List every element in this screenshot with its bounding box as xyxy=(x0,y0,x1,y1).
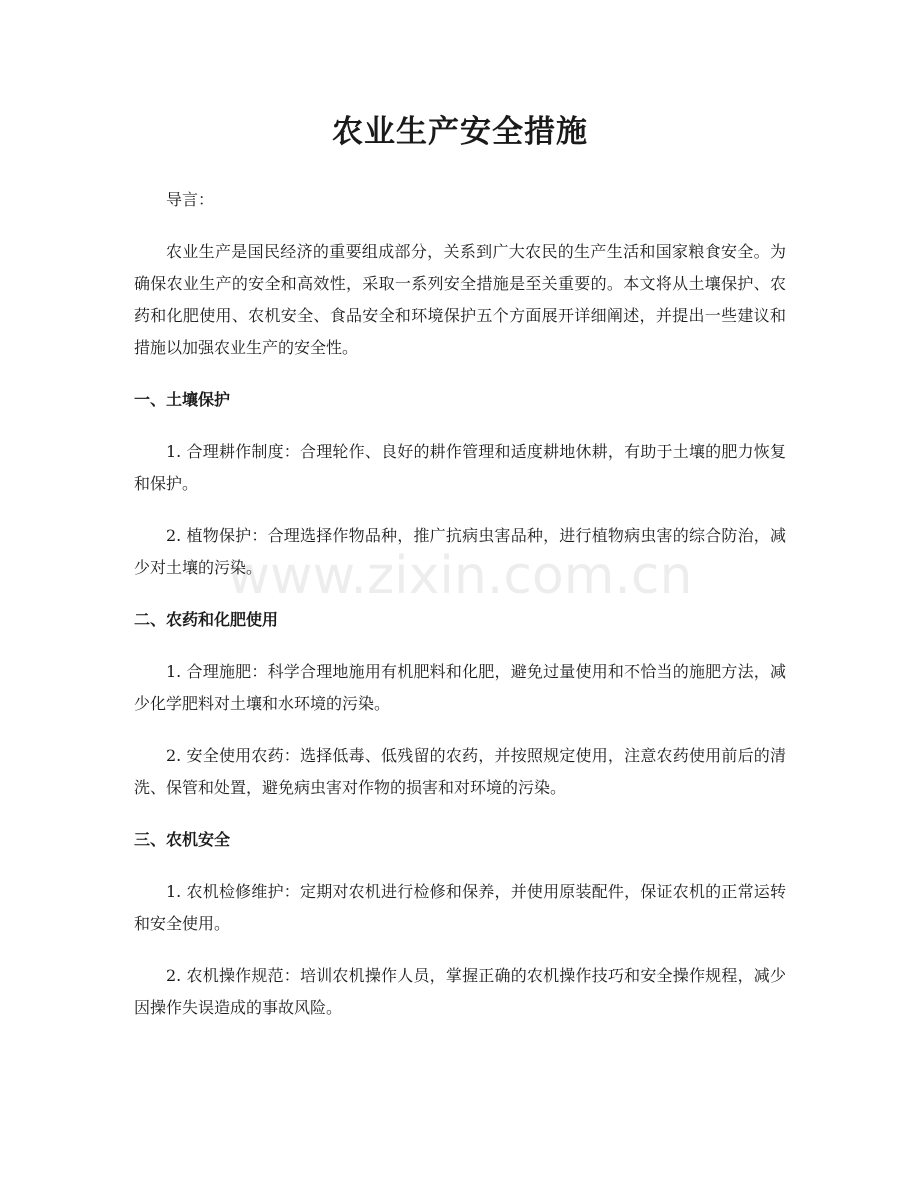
section-heading-pesticide-fertilizer: 二、农药和化肥使用 xyxy=(134,610,279,629)
intro-paragraph: 农业生产是国民经济的重要组成部分，关系到广大农民的生产生活和国家粮食安全。为确保农业生产的安全和高效性，采取一系列安全措施是至关重要的。本文将从土壤保护、农药和化肥使用、农机安全、食品安全和环境保护五个方面展开详细阐述，并提出一些建议和措施以加强农业生产的安全性。 xyxy=(134,242,786,357)
section-soil-item-1: 1. 合理耕作制度：合理轮作、良好的耕作管理和适度耕地休耕，有助于土壤的肥力恢复和保护。 xyxy=(134,442,786,493)
section-pesticide-item-2: 2. 安全使用农药：选择低毒、低残留的农药，并按照规定使用，注意农药使用前后的清洗、保管和处置，避免病虫害对作物的损害和对环境的污染。 xyxy=(134,746,786,797)
section-pesticide-item-1: 1. 合理施肥：科学合理地施用有机肥料和化肥，避免过量使用和不恰当的施肥方法，减少化学肥料对土壤和水环境的污染。 xyxy=(134,662,786,713)
section-machinery-item-2: 2. 农机操作规范：培训农机操作人员，掌握正确的农机操作技巧和安全操作规程，减少因操作失误造成的事故风险。 xyxy=(134,966,786,1017)
section-soil-item-2: 2. 植物保护：合理选择作物品种，推广抗病虫害品种，进行植物病虫害的综合防治，减少对土壤的污染。 xyxy=(134,526,786,577)
section-heading-soil: 一、土壤保护 xyxy=(134,390,231,409)
section-heading-machinery: 三、农机安全 xyxy=(134,830,231,849)
watermark-text: www.zixin.com.cn xyxy=(227,546,693,606)
document-body xyxy=(134,184,786,1044)
document-title: 农业生产安全措施 xyxy=(332,114,588,150)
section-machinery-item-1: 1. 农机检修维护：定期对农机进行检修和保养，并使用原装配件，保证农机的正常运转和安全使用。 xyxy=(134,882,786,933)
intro-label: 导言： xyxy=(166,190,215,209)
